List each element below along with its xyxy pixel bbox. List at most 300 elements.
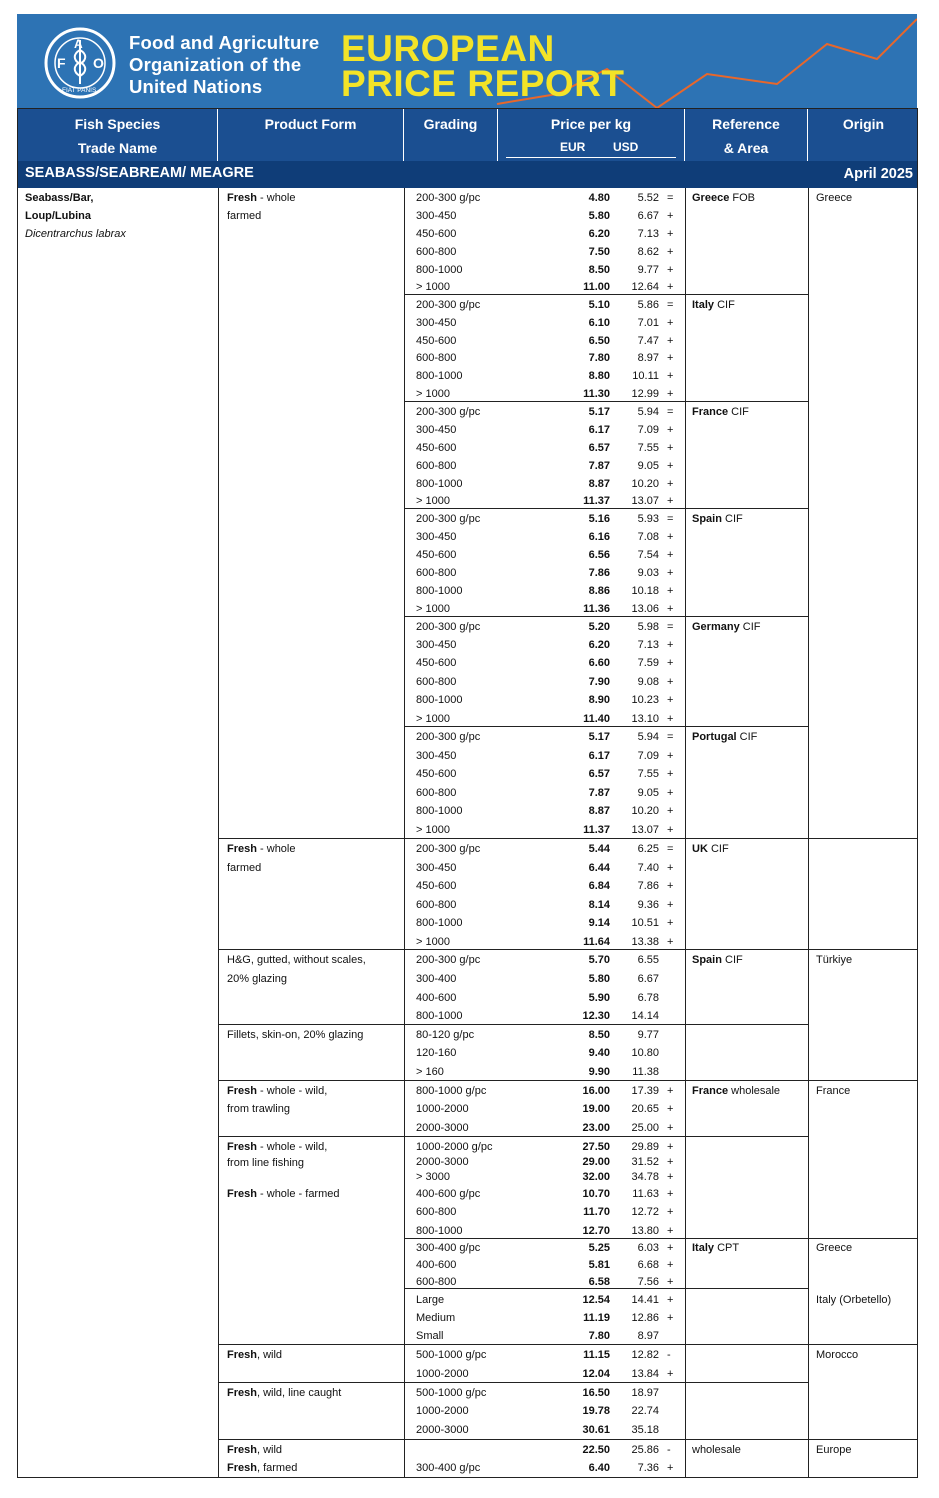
price-usd-cell: 8.62 — [637, 246, 659, 258]
table-header — [18, 109, 917, 161]
grading-cell: 200-300 g/pc — [416, 299, 481, 311]
price-eur-cell: 6.20 — [588, 228, 610, 240]
header-price-label: Price per kg — [550, 116, 632, 132]
price-usd-cell: 12.82 — [631, 1349, 659, 1361]
trend-sign-cell: + — [667, 460, 674, 472]
product-form-cell-text: farmed — [227, 862, 262, 874]
product-form-cell — [227, 1188, 340, 1201]
product-form-cell-text: farmed — [227, 210, 262, 222]
trend-sign-cell: + — [667, 1122, 674, 1134]
trend-sign-cell: + — [667, 370, 674, 382]
column-divider — [808, 188, 809, 1478]
grading-cell: 450-600 — [416, 768, 457, 780]
grading-cell: 800-1000 — [416, 805, 463, 817]
grading-cell: > 1000 — [416, 388, 450, 400]
price-table — [17, 108, 918, 1478]
reference-cell-text: CIF — [714, 299, 735, 311]
price-usd-cell: 10.80 — [631, 1047, 659, 1059]
header-product-form-label: Product Form — [264, 116, 357, 132]
header-price — [498, 109, 685, 161]
price-usd-cell: 7.01 — [637, 317, 659, 329]
grading-cell: 200-300 g/pc — [416, 192, 481, 204]
price-usd-cell: 31.52 — [631, 1156, 659, 1168]
trend-sign-cell: + — [667, 1141, 674, 1153]
product-form-cell — [227, 1029, 363, 1042]
trend-sign-cell: + — [667, 1276, 674, 1288]
trend-sign-cell: + — [667, 442, 674, 454]
header-reference-line2: & Area — [723, 140, 769, 156]
price-usd-cell: 7.86 — [637, 880, 659, 892]
price-eur-cell: 7.90 — [588, 676, 610, 688]
grading-cell: 1000-2000 g/pc — [416, 1141, 493, 1153]
price-usd-cell: 10.11 — [632, 370, 659, 382]
price-usd-cell: 9.05 — [637, 787, 659, 799]
price-eur-cell: 11.64 — [583, 936, 610, 948]
reference-cell-text: CIF — [721, 954, 743, 966]
grading-cell: 800-1000 — [416, 370, 463, 382]
grading-cell: 600-800 — [416, 676, 457, 688]
header-product-form — [218, 109, 404, 161]
grading-cell: 300-450 — [416, 750, 457, 762]
trend-sign-cell: + — [667, 1462, 674, 1474]
price-eur-cell: 6.58 — [588, 1276, 610, 1288]
grading-cell: 600-800 — [416, 460, 457, 472]
row-divider — [404, 508, 808, 509]
price-eur-cell: 30.61 — [582, 1424, 610, 1436]
trend-sign-cell: + — [667, 228, 674, 240]
price-eur-cell: 5.17 — [588, 731, 610, 743]
reference-cell — [692, 621, 760, 634]
trend-sign-cell: - — [667, 1444, 671, 1456]
product-form-cell — [227, 210, 261, 223]
grading-cell: > 1000 — [416, 495, 450, 507]
trend-sign-cell: + — [667, 824, 674, 836]
price-usd-cell: 6.25 — [637, 843, 659, 855]
price-usd-cell: 7.08 — [637, 531, 659, 543]
price-eur-cell: 8.86 — [588, 585, 610, 597]
reference-cell-text: CIF — [707, 843, 729, 855]
trend-sign-cell: + — [667, 1312, 674, 1324]
trend-sign-cell: + — [667, 899, 674, 911]
row-divider — [218, 1382, 808, 1383]
price-eur-cell: 11.15 — [583, 1349, 610, 1361]
price-usd-cell: 7.55 — [637, 442, 659, 454]
price-usd-cell: 17.39 — [631, 1085, 659, 1097]
price-eur-cell: 11.30 — [583, 388, 610, 400]
price-usd-cell: 35.18 — [631, 1424, 659, 1436]
table-body — [18, 188, 917, 1478]
product-form-cell — [227, 954, 366, 967]
product-form-cell-bold: Fresh — [227, 843, 257, 855]
trend-sign-cell: + — [667, 862, 674, 874]
product-form-cell-bold: Fresh — [227, 1188, 257, 1200]
price-usd-cell: 7.40 — [637, 862, 659, 874]
product-form-cell-text: 20% glazing — [227, 973, 287, 985]
product-form-cell-bold: Fresh — [227, 1349, 257, 1361]
price-usd-cell: 13.06 — [631, 603, 659, 615]
trend-sign-cell: + — [667, 787, 674, 799]
price-eur-cell: 12.30 — [582, 1010, 610, 1022]
price-eur-cell: 5.20 — [588, 621, 610, 633]
grading-cell: 300-450 — [416, 317, 457, 329]
trend-sign-cell: + — [667, 1225, 674, 1237]
species-latin-name: Dicentrarchus labrax — [25, 228, 126, 240]
reference-cell-text: CIF — [721, 513, 743, 525]
row-divider — [218, 1080, 918, 1081]
grading-cell: 450-600 — [416, 657, 457, 669]
price-eur-cell: 6.10 — [588, 317, 610, 329]
trend-sign-cell: + — [667, 210, 674, 222]
grading-cell: 200-300 g/pc — [416, 406, 481, 418]
trend-sign-cell: + — [667, 1171, 674, 1183]
grading-cell: > 1000 — [416, 281, 450, 293]
price-eur-cell: 11.36 — [583, 603, 610, 615]
trend-sign-cell: + — [667, 603, 674, 615]
grading-cell: 300-400 — [416, 973, 457, 985]
header-species-line2: Trade Name — [77, 140, 158, 156]
product-form-cell — [227, 1157, 304, 1170]
price-eur-cell: 8.50 — [588, 264, 610, 276]
price-eur-cell: 12.04 — [582, 1368, 610, 1380]
origin-cell: Greece — [816, 192, 853, 204]
row-divider — [218, 1344, 918, 1345]
header-price-divider — [506, 157, 676, 158]
reference-cell — [692, 1242, 739, 1255]
product-form-cell-bold: Fresh — [227, 1085, 257, 1097]
grading-cell: 200-300 g/pc — [416, 954, 481, 966]
grading-cell: 300-450 — [416, 210, 457, 222]
grading-cell: 600-800 — [416, 1276, 457, 1288]
product-form-cell — [227, 1387, 341, 1400]
origin-cell: Greece — [816, 1242, 853, 1254]
reference-cell-bold: UK — [692, 843, 708, 855]
grading-cell: 400-600 — [416, 1259, 457, 1271]
header-species-line1: Fish Species — [74, 116, 161, 132]
trend-sign-cell: + — [667, 936, 674, 948]
grading-cell: 1000-2000 — [416, 1103, 469, 1115]
header-origin — [808, 109, 918, 161]
trend-sign-cell: = — [667, 299, 674, 311]
price-eur-cell: 5.70 — [588, 954, 610, 966]
trend-sign-cell: + — [667, 424, 674, 436]
product-form-cell-bold: Fresh — [227, 192, 257, 204]
reference-cell-text: CIF — [728, 406, 749, 418]
grading-cell: 800-1000 — [416, 478, 463, 490]
reference-cell-bold: Greece — [692, 192, 730, 204]
trend-sign-cell: + — [667, 750, 674, 762]
grading-cell: 300-450 — [416, 639, 457, 651]
trend-sign-cell: + — [667, 1242, 674, 1254]
trend-sign-cell: = — [667, 192, 674, 204]
row-divider — [404, 726, 808, 727]
price-eur-cell: 6.60 — [588, 657, 610, 669]
price-usd-cell: 9.77 — [637, 1029, 659, 1041]
trend-sign-cell: + — [667, 639, 674, 651]
price-usd-cell: 7.09 — [637, 424, 659, 436]
reference-cell — [692, 731, 757, 744]
section-bar — [18, 161, 917, 188]
reference-cell-bold: Italy — [692, 299, 715, 311]
price-usd-cell: 5.98 — [637, 621, 659, 633]
price-usd-cell: 7.09 — [637, 750, 659, 762]
fao-logo — [43, 26, 117, 100]
reference-cell — [692, 1444, 741, 1457]
price-eur-cell: 6.56 — [588, 549, 610, 561]
product-form-cell-text: - whole - wild, — [256, 1085, 328, 1097]
grading-cell: 300-450 — [416, 531, 457, 543]
trend-sign-cell: + — [667, 880, 674, 892]
price-eur-cell: 5.44 — [588, 843, 610, 855]
trend-sign-cell: + — [667, 352, 674, 364]
price-eur-cell: 12.54 — [582, 1294, 610, 1306]
trend-sign-cell: = — [667, 843, 674, 855]
grading-cell: 1000-2000 — [416, 1368, 469, 1380]
price-eur-cell: 6.50 — [588, 335, 610, 347]
reference-cell — [692, 513, 743, 526]
grading-cell: 500-1000 g/pc — [416, 1387, 487, 1399]
header-reference-line1: Reference — [712, 116, 780, 132]
reference-cell-text: CIF — [736, 731, 758, 743]
price-usd-cell: 18.97 — [631, 1387, 659, 1399]
grading-cell: 600-800 — [416, 787, 457, 799]
product-form-cell — [227, 1349, 282, 1362]
price-eur-cell: 16.00 — [582, 1085, 610, 1097]
grading-cell: 600-800 — [416, 567, 457, 579]
price-usd-cell: 7.13 — [637, 639, 659, 651]
trend-sign-cell: = — [667, 621, 674, 633]
reference-cell-bold: Germany — [692, 621, 740, 633]
product-form-cell-text: - whole — [256, 843, 296, 855]
price-eur-cell: 5.10 — [588, 299, 610, 311]
grading-cell: 1000-2000 — [416, 1405, 469, 1417]
reference-cell — [692, 843, 729, 856]
trend-sign-cell: + — [667, 585, 674, 597]
trend-sign-cell: + — [667, 264, 674, 276]
trend-sign-cell: + — [667, 1294, 674, 1306]
price-usd-cell: 5.86 — [637, 299, 659, 311]
product-form-cell — [227, 1462, 297, 1475]
price-eur-cell: 9.14 — [588, 917, 610, 929]
price-usd-cell: 5.93 — [637, 513, 659, 525]
price-usd-cell: 20.65 — [631, 1103, 659, 1115]
price-eur-cell: 8.87 — [588, 805, 610, 817]
product-form-cell — [227, 843, 296, 856]
product-form-cell — [227, 192, 296, 205]
grading-cell: Small — [416, 1330, 444, 1342]
price-eur-cell: 8.90 — [588, 694, 610, 706]
reference-cell — [692, 406, 749, 419]
trend-sign-cell: + — [667, 531, 674, 543]
product-form-cell-text: , wild, line caught — [256, 1387, 342, 1399]
price-usd-cell: 13.38 — [631, 936, 659, 948]
price-eur-cell: 12.70 — [582, 1225, 610, 1237]
grading-cell: 600-800 — [416, 352, 457, 364]
reference-cell-bold: Spain — [692, 513, 722, 525]
trend-sign-cell: + — [667, 713, 674, 725]
product-form-cell-text: , farmed — [256, 1462, 298, 1474]
grading-cell: 200-300 g/pc — [416, 513, 481, 525]
trend-sign-cell: + — [667, 388, 674, 400]
grading-cell: > 1000 — [416, 713, 450, 725]
grading-cell: 300-400 g/pc — [416, 1242, 481, 1254]
header-origin-label: Origin — [842, 116, 885, 132]
trend-sign-cell: + — [667, 478, 674, 490]
row-divider — [218, 1136, 808, 1137]
price-eur-cell: 22.50 — [582, 1444, 610, 1456]
grading-cell: > 160 — [416, 1066, 444, 1078]
grading-cell: 600-800 — [416, 899, 457, 911]
grading-cell: 450-600 — [416, 549, 457, 561]
product-form-cell-text: from line fishing — [227, 1157, 305, 1169]
grading-cell: Large — [416, 1294, 445, 1306]
price-usd-cell: 7.59 — [637, 657, 659, 669]
price-usd-cell: 10.18 — [631, 585, 659, 597]
origin-cell: Italy (Orbetello) — [816, 1294, 892, 1306]
price-eur-cell: 7.86 — [588, 567, 610, 579]
svg-text:A: A — [74, 37, 83, 51]
row-divider — [404, 1288, 808, 1289]
product-form-cell — [227, 1444, 282, 1457]
reference-cell-text: CIF — [739, 621, 761, 633]
grading-cell: > 1000 — [416, 824, 450, 836]
price-eur-cell: 7.80 — [588, 1330, 610, 1342]
reference-cell-bold: France — [692, 406, 729, 418]
origin-cell: Morocco — [816, 1349, 859, 1361]
grading-cell: 450-600 — [416, 335, 457, 347]
price-eur-cell: 8.50 — [588, 1029, 610, 1041]
price-eur-cell: 6.84 — [588, 880, 610, 892]
trend-sign-cell: = — [667, 513, 674, 525]
price-usd-cell: 6.67 — [637, 973, 659, 985]
product-form-cell-bold: Fresh — [227, 1387, 257, 1399]
grading-cell: 600-800 — [416, 246, 457, 258]
product-form-cell-text: , wild — [256, 1444, 283, 1456]
grading-cell: 120-160 — [416, 1047, 457, 1059]
grading-cell: 200-300 g/pc — [416, 843, 481, 855]
grading-cell: 450-600 — [416, 880, 457, 892]
reference-cell-text: wholesale — [728, 1085, 781, 1097]
trend-sign-cell: + — [667, 549, 674, 561]
product-form-cell-bold: Fresh — [227, 1141, 257, 1153]
reference-cell — [692, 192, 755, 205]
row-divider — [404, 1238, 918, 1239]
grading-cell: 800-1000 — [416, 1225, 463, 1237]
price-eur-cell: 16.50 — [582, 1387, 610, 1399]
price-usd-cell: 10.20 — [631, 805, 659, 817]
trend-sign-cell: + — [667, 768, 674, 780]
price-usd-cell: 14.41 — [631, 1294, 659, 1306]
product-form-cell-text: from trawling — [227, 1103, 290, 1115]
price-eur-cell: 9.90 — [588, 1066, 610, 1078]
reference-cell-bold: Italy — [692, 1242, 715, 1254]
grading-cell: 400-600 — [416, 992, 457, 1004]
row-divider — [218, 838, 918, 839]
report-title-line1: EUROPEAN — [341, 28, 555, 69]
header-reference — [685, 109, 808, 161]
grading-cell: 300-400 g/pc — [416, 1462, 481, 1474]
reference-cell — [692, 1085, 780, 1098]
header-usd: USD — [613, 140, 639, 154]
price-eur-cell: 6.40 — [588, 1462, 610, 1474]
row-divider — [404, 616, 808, 617]
price-usd-cell: 12.64 — [631, 281, 659, 293]
price-usd-cell: 7.47 — [637, 335, 659, 347]
trend-sign-cell: - — [667, 1349, 671, 1361]
price-usd-cell: 13.80 — [631, 1225, 659, 1237]
grading-cell: 800-1000 — [416, 264, 463, 276]
grading-cell: 2000-3000 — [416, 1122, 469, 1134]
price-usd-cell: 7.36 — [637, 1462, 659, 1474]
price-eur-cell: 11.00 — [583, 281, 610, 293]
svg-text:FIAT PANIS: FIAT PANIS — [62, 87, 97, 94]
report-date: April 2025 — [843, 166, 913, 182]
price-usd-cell: 25.86 — [631, 1444, 659, 1456]
price-usd-cell: 7.54 — [637, 549, 659, 561]
reference-cell-bold: France — [692, 1085, 729, 1097]
row-divider — [218, 1024, 808, 1025]
price-eur-cell: 6.17 — [588, 424, 610, 436]
product-form-cell-text: - whole - wild, — [256, 1141, 328, 1153]
grading-cell: 600-800 — [416, 1206, 457, 1218]
trend-sign-cell: + — [667, 1368, 674, 1380]
species-trade-name: Seabass/Bar, — [25, 192, 94, 204]
price-eur-cell: 6.20 — [588, 639, 610, 651]
price-eur-cell: 7.87 — [588, 787, 610, 799]
price-usd-cell: 6.55 — [637, 954, 659, 966]
product-form-cell-text: Fillets, skin-on, 20% glazing — [227, 1029, 364, 1041]
product-form-cell-text: - whole - farmed — [256, 1188, 340, 1200]
product-form-cell-bold: Fresh — [227, 1462, 257, 1474]
price-usd-cell: 25.00 — [631, 1122, 659, 1134]
column-divider — [218, 188, 219, 1478]
price-eur-cell: 5.25 — [588, 1242, 610, 1254]
trend-sign-cell: + — [667, 657, 674, 669]
price-usd-cell: 9.03 — [637, 567, 659, 579]
price-eur-cell: 5.17 — [588, 406, 610, 418]
trend-sign-cell: + — [667, 567, 674, 579]
price-eur-cell: 8.14 — [588, 899, 610, 911]
column-divider — [685, 188, 686, 1478]
price-eur-cell: 11.37 — [583, 495, 610, 507]
product-form-cell — [227, 1103, 290, 1116]
grading-cell: 80-120 g/pc — [416, 1029, 475, 1041]
price-eur-cell: 32.00 — [582, 1171, 610, 1183]
price-eur-cell: 6.17 — [588, 750, 610, 762]
price-eur-cell: 19.00 — [582, 1103, 610, 1115]
price-usd-cell: 6.68 — [637, 1259, 659, 1271]
price-usd-cell: 7.56 — [637, 1276, 659, 1288]
price-usd-cell: 14.14 — [631, 1010, 659, 1022]
origin-cell: Europe — [816, 1444, 852, 1456]
header-grading — [404, 109, 498, 161]
price-usd-cell: 13.07 — [631, 824, 659, 836]
grading-cell: 300-450 — [416, 862, 457, 874]
price-eur-cell: 23.00 — [582, 1122, 610, 1134]
price-usd-cell: 8.97 — [637, 1330, 659, 1342]
price-eur-cell: 6.57 — [588, 442, 610, 454]
trend-sign-cell: = — [667, 731, 674, 743]
price-usd-cell: 9.36 — [637, 899, 659, 911]
product-form-cell — [227, 1141, 327, 1154]
grading-cell: 450-600 — [416, 228, 457, 240]
org-name-line: Organization of the — [129, 54, 302, 75]
reference-cell — [692, 954, 743, 967]
trend-sign-cell: + — [667, 246, 674, 258]
price-usd-cell: 7.13 — [637, 228, 659, 240]
trend-sign-cell: + — [667, 317, 674, 329]
trend-sign-cell: + — [667, 676, 674, 688]
price-usd-cell: 13.10 — [631, 713, 659, 725]
